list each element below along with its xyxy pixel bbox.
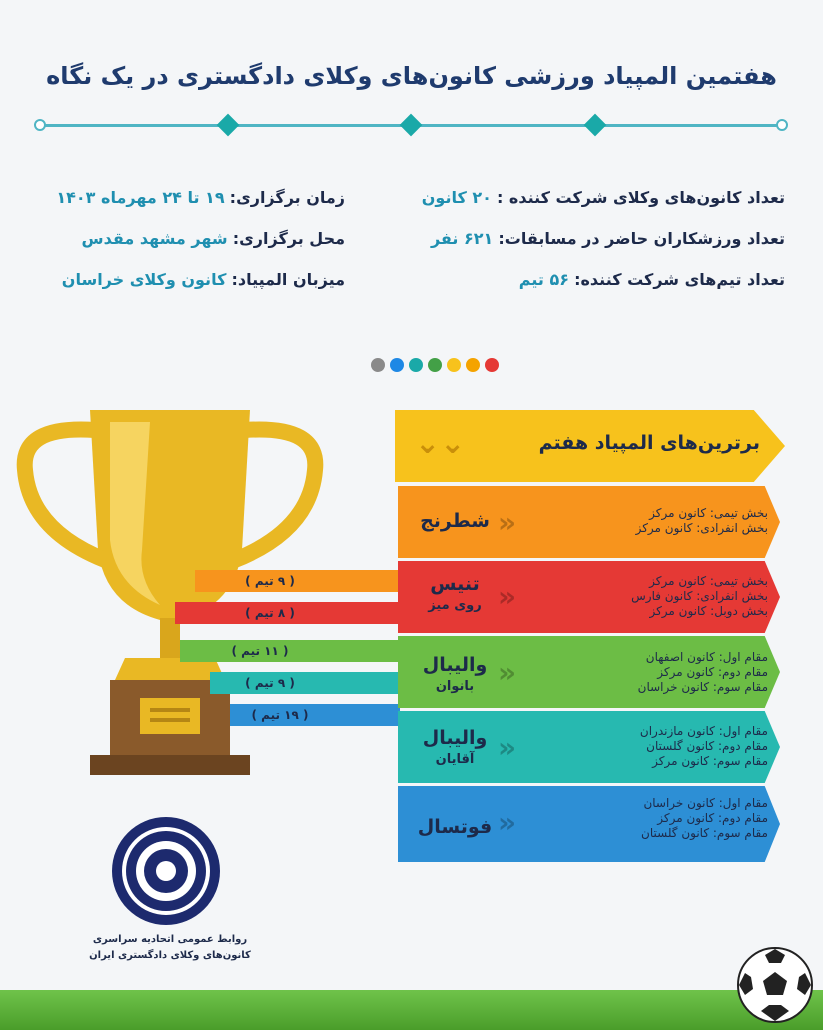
sport-subtitle: بانوان xyxy=(435,679,475,694)
chevron-left-icon: » xyxy=(498,580,517,613)
result-line: مقام سوم: کانون مرکز xyxy=(652,754,768,768)
info-athletes xyxy=(431,229,785,248)
sport-volleyball-women xyxy=(410,654,500,698)
result-line: مقام اول: کانون اصفهان xyxy=(645,650,768,664)
footer-line: روابط عمومی اتحادیه سراسری xyxy=(92,934,248,945)
info-host xyxy=(62,270,345,289)
sport-name: والیبال xyxy=(422,727,488,749)
result-line: مقام دوم: کانون مرکز xyxy=(657,665,768,679)
chevron-left-icon: » xyxy=(498,506,517,539)
color-dot xyxy=(466,358,480,372)
sport-name: فوتسال xyxy=(417,816,493,838)
sport-name: تنیس xyxy=(430,573,480,595)
divider-end-dot xyxy=(34,119,46,131)
grass-strip xyxy=(0,990,823,1030)
divider-diamond xyxy=(400,114,423,137)
results-volleyball-women xyxy=(540,650,768,695)
result-line: بخش دوبل: کانون مرکز xyxy=(649,604,768,618)
info-value: ۶۲۱ نفر xyxy=(430,229,494,248)
info-label: محل برگزاری: xyxy=(232,229,345,248)
soccer-ball-icon xyxy=(735,945,815,1025)
results-chess xyxy=(540,506,768,536)
color-dot xyxy=(447,358,461,372)
sport-name: شطرنج xyxy=(420,510,490,532)
info-label: زمان برگزاری: xyxy=(229,188,345,207)
result-line: مقام دوم: کانون گلستان xyxy=(646,739,768,753)
sport-table-tennis xyxy=(410,573,500,617)
chevron-left-icon: » xyxy=(498,731,517,764)
sport-volleyball-men xyxy=(410,727,500,771)
results-volleyball-men xyxy=(540,724,768,769)
info-date xyxy=(56,188,345,207)
info-label: تعداد تیم‌های شرکت کننده: xyxy=(574,270,785,289)
winners-header: برترین‌های المپیاد هفتم xyxy=(538,432,760,454)
team-count-futsal: ( ۱۹ تیم ) xyxy=(251,708,309,722)
sport-futsal xyxy=(410,816,500,838)
info-value: ۲۰ کانون xyxy=(421,188,492,207)
sport-subtitle: آقایان xyxy=(435,752,475,767)
divider-end-dot xyxy=(776,119,788,131)
chevron-left-icon: » xyxy=(498,806,517,839)
team-count-volleyball-men: ( ۹ تیم ) xyxy=(245,676,295,690)
team-count-chess: ( ۹ تیم ) xyxy=(245,574,295,588)
footer-line: کانون‌های وکلای دادگستری ایران xyxy=(89,950,251,961)
result-line: بخش انفرادی: کانون فارس xyxy=(631,589,768,603)
result-line: مقام سوم: کانون گلستان xyxy=(641,826,768,840)
info-value: کانون وکلای خراسان xyxy=(61,270,227,289)
info-value: ۱۹ تا ۲۴ مهرماه ۱۴۰۳ xyxy=(56,188,225,207)
result-line: بخش انفرادی: کانون مرکز xyxy=(635,521,768,535)
info-teams xyxy=(519,270,785,289)
team-count-volleyball-women: ( ۱۱ تیم ) xyxy=(231,644,289,658)
info-label: تعداد ورزشکاران حاضر در مسابقات: xyxy=(498,229,785,248)
footer-organization xyxy=(70,932,270,964)
result-line: مقام دوم: کانون مرکز xyxy=(657,811,768,825)
info-value: شهر مشهد مقدس xyxy=(81,229,228,248)
info-location xyxy=(82,229,345,248)
result-line: مقام اول: کانون مازندران xyxy=(639,724,768,738)
sport-chess xyxy=(410,510,500,532)
info-value: ۵۶ تیم xyxy=(518,270,569,289)
result-line: مقام سوم: کانون خراسان xyxy=(637,680,768,694)
result-line: مقام اول: کانون خراسان xyxy=(643,796,768,810)
color-dot xyxy=(485,358,499,372)
sport-name: والیبال xyxy=(422,654,488,676)
info-label: تعداد کانون‌های وکلای شرکت کننده : xyxy=(496,188,785,207)
results-table-tennis xyxy=(540,574,768,619)
divider-diamond xyxy=(217,114,240,137)
color-dot xyxy=(409,358,423,372)
color-dot xyxy=(428,358,442,372)
chevron-left-icon: » xyxy=(498,656,517,689)
organization-seal-logo xyxy=(110,815,222,927)
trophy-icon xyxy=(10,400,330,790)
sport-subtitle: روی میز xyxy=(428,598,482,613)
result-line: بخش تیمی: کانون مرکز xyxy=(649,506,768,520)
color-dot xyxy=(371,358,385,372)
chevron-down-icon: ⌄⌄ xyxy=(415,426,466,461)
team-count-table-tennis: ( ۸ تیم ) xyxy=(245,606,295,620)
result-line: بخش تیمی: کانون مرکز xyxy=(649,574,768,588)
info-lawyer-centers xyxy=(422,188,785,207)
color-dot xyxy=(390,358,404,372)
divider-diamond xyxy=(584,114,607,137)
info-label: میزبان المپیاد: xyxy=(231,270,345,289)
page-title: هفتمین المپیاد ورزشی کانون‌های وکلای دادگستری در یک نگاه xyxy=(46,62,777,90)
results-futsal xyxy=(540,796,768,841)
